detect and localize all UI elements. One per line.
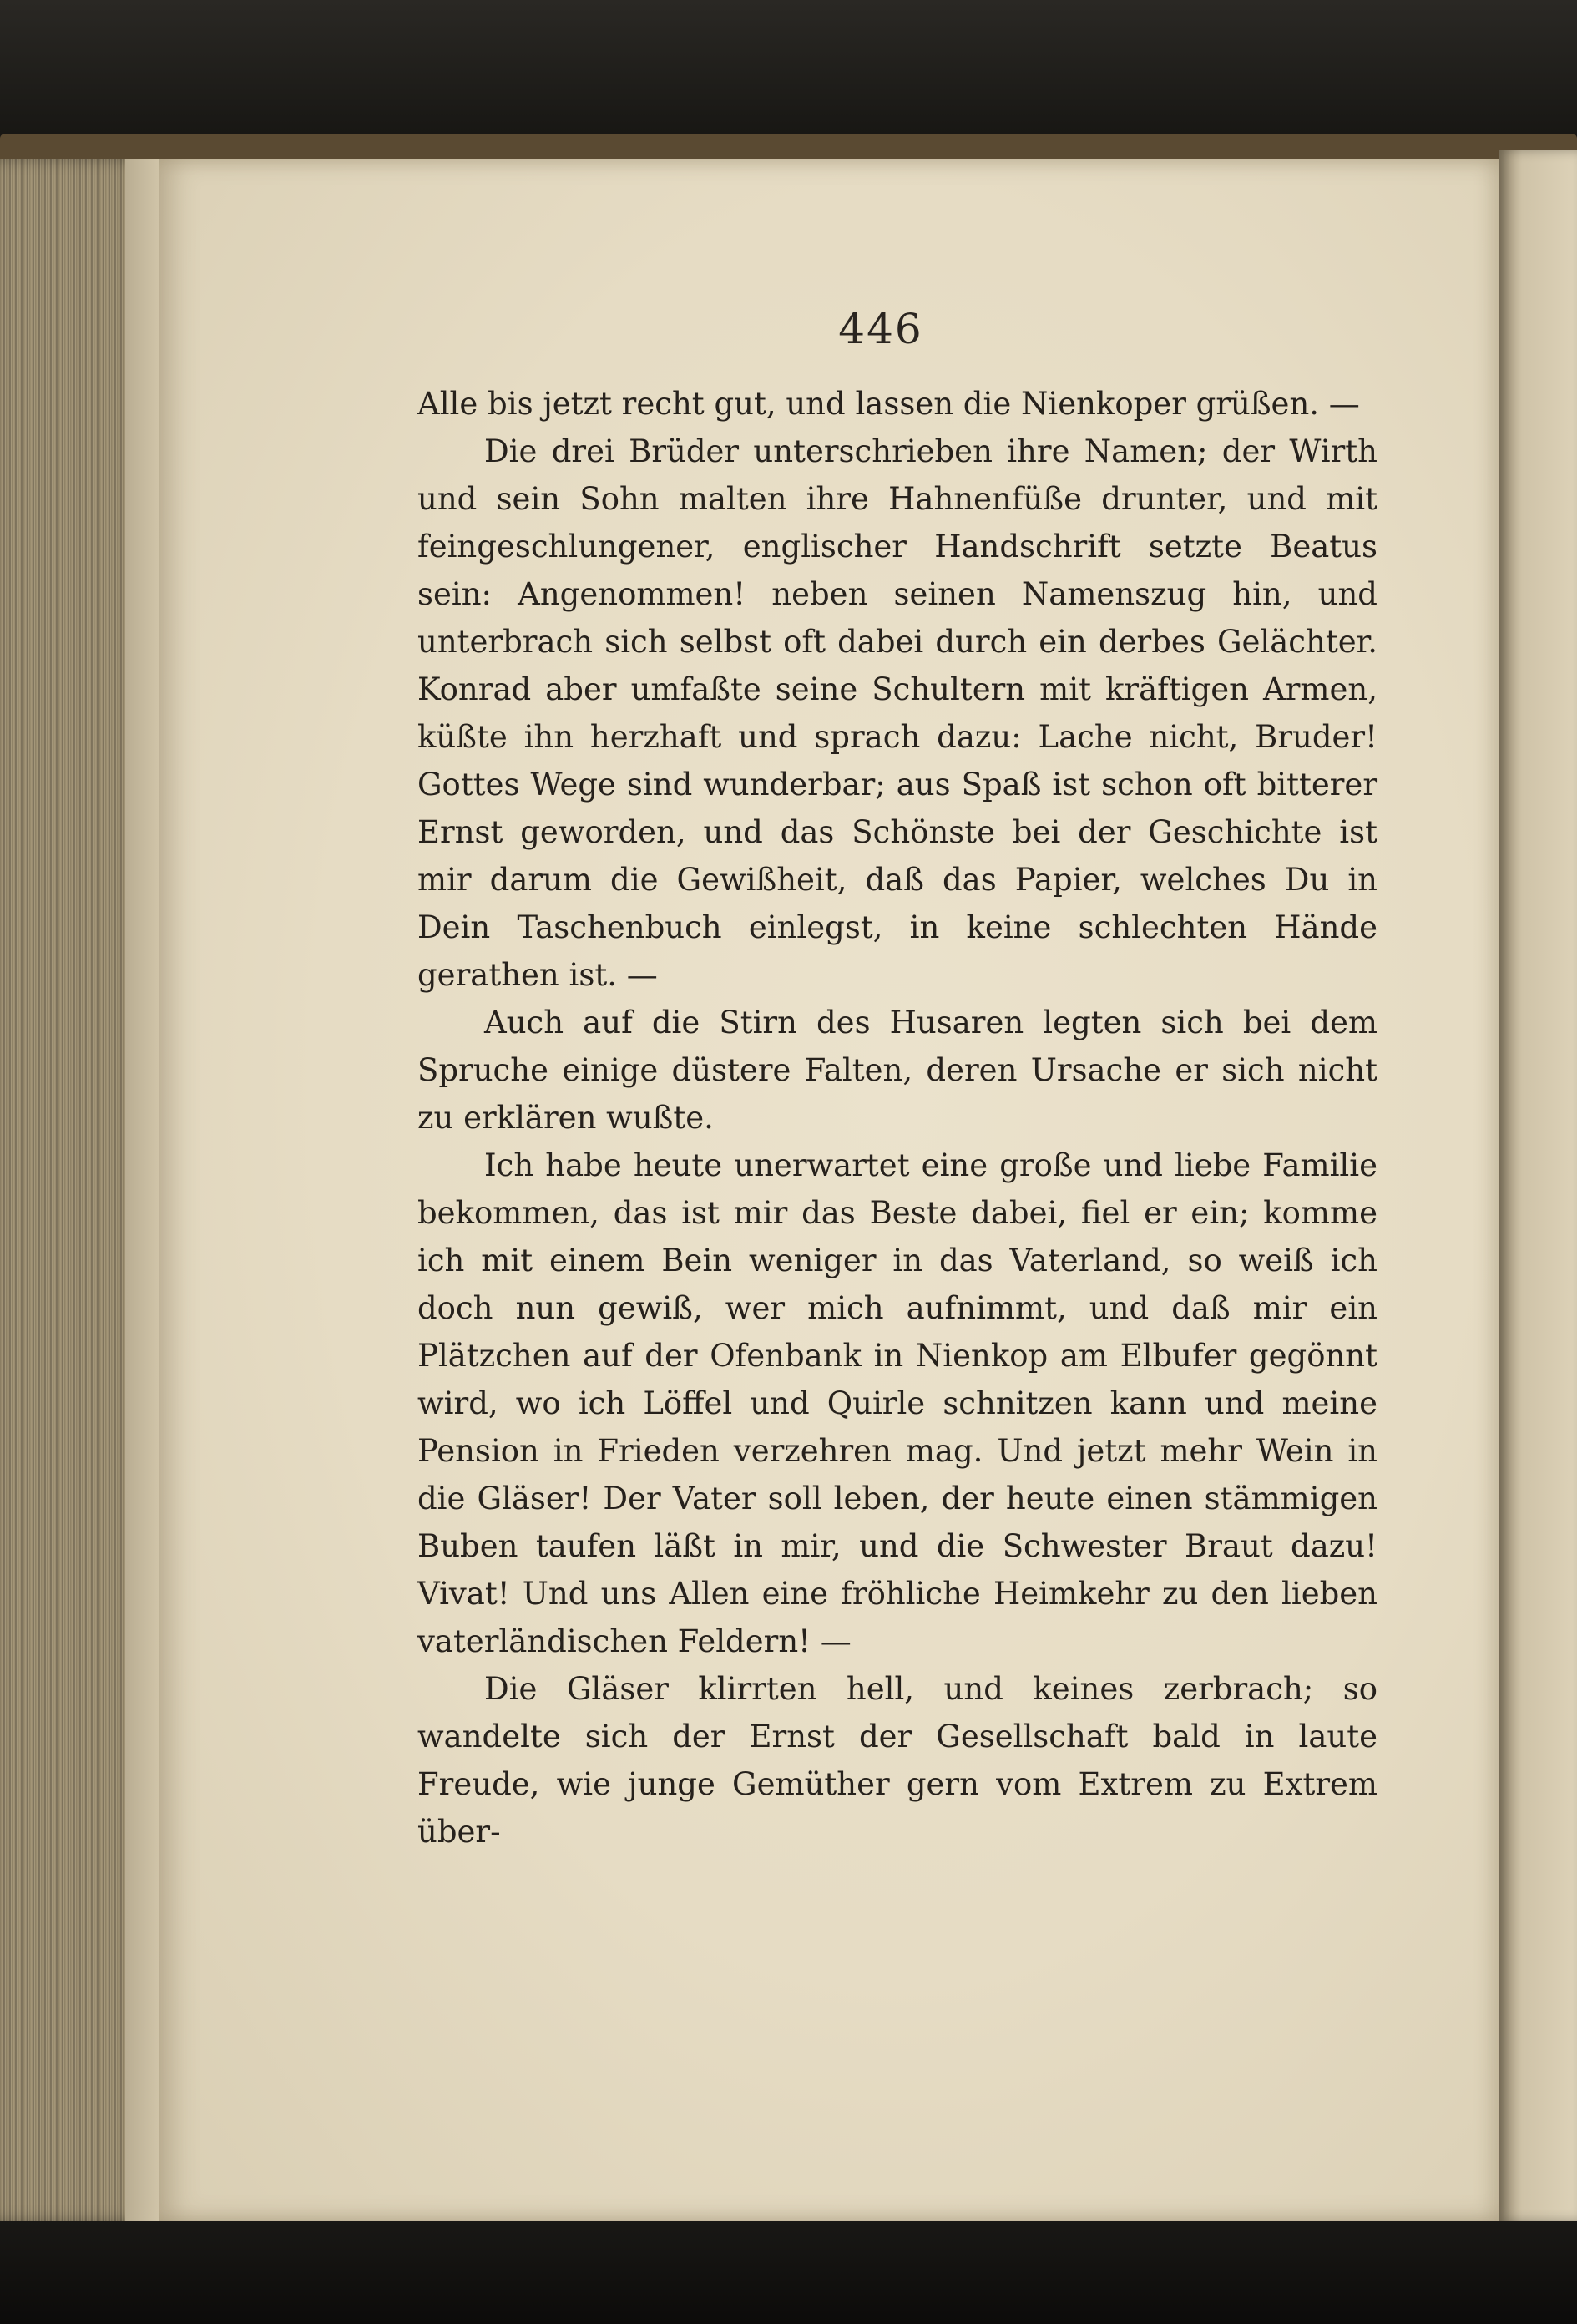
paragraph: Die Gläser klirrten hell, und keines zerbrach; so wandelte sich der Ernst der Gesellschaft bald in laute Freude, wie junge Gemüther gern vom Extrem zu Extrem über- (417, 1671, 1377, 1850)
paragraph: Die drei Brüder unterschrieben ihre Namen; der Wirth und sein Sohn malten ihre Hahnenfüße drunter, und mit feingeschlungener, englischer Handschrift setzte Beatus sein: Angenommen! neben seinen Namenszug hin, und unterbrach sich selbst oft dabei durch ein derbes Gelächter. Konrad aber umfaßte seine Schultern mit kräftigen Armen, küßte ihn herzhaft und sprach dazu: Lache nicht, Bruder! Gottes Wege sind wunderbar; aus Spaß ist schon oft bitterer Ernst geworden, und das Schönste bei der Geschichte ist mir darum die Gewißheit, daß das Papier, welches Du in Dein Taschenbuch einlegst, in keine schlechten Hände gerathen ist. — (417, 433, 1377, 993)
page-number: 446 (838, 305, 923, 353)
dark-background-bottom (0, 2213, 1577, 2324)
page-text (417, 380, 1377, 1856)
facing-page-edge (1499, 150, 1577, 2221)
paragraph: Auch auf die Stirn des Husaren legten sich bei dem Spruche einige düstere Falten, deren Ursache er sich nicht zu erklären wußte. (417, 1005, 1377, 1136)
paragraph: Alle bis jetzt recht gut, und lassen die Nienkoper grüßen. — (417, 386, 1360, 422)
dark-background-top (0, 0, 1577, 142)
paragraph: Ich habe heute unerwartet eine große und liebe Familie bekommen, das ist mir das Beste dabei, fiel er ein; komme ich mit einem Bein weniger in das Vaterland, so weiß ich doch nun gewiß, wer mich aufnimmt, und daß mir ein Plätzchen auf der Ofenbank in Nienkop am Elbufer gegönnt wird, wo ich Löffel und Quirle schnitzen kann und meine Pension in Frieden verzehren mag. Und jetzt mehr Wein in die Gläser! Der Vater soll leben, der heute einen stämmigen Buben taufen läßt in mir, und die Schwester Braut dazu! Vivat! Und uns Allen eine fröhliche Heimkehr zu den lieben vaterländischen Feldern! — (417, 1147, 1377, 1659)
page-edges (0, 159, 146, 2221)
